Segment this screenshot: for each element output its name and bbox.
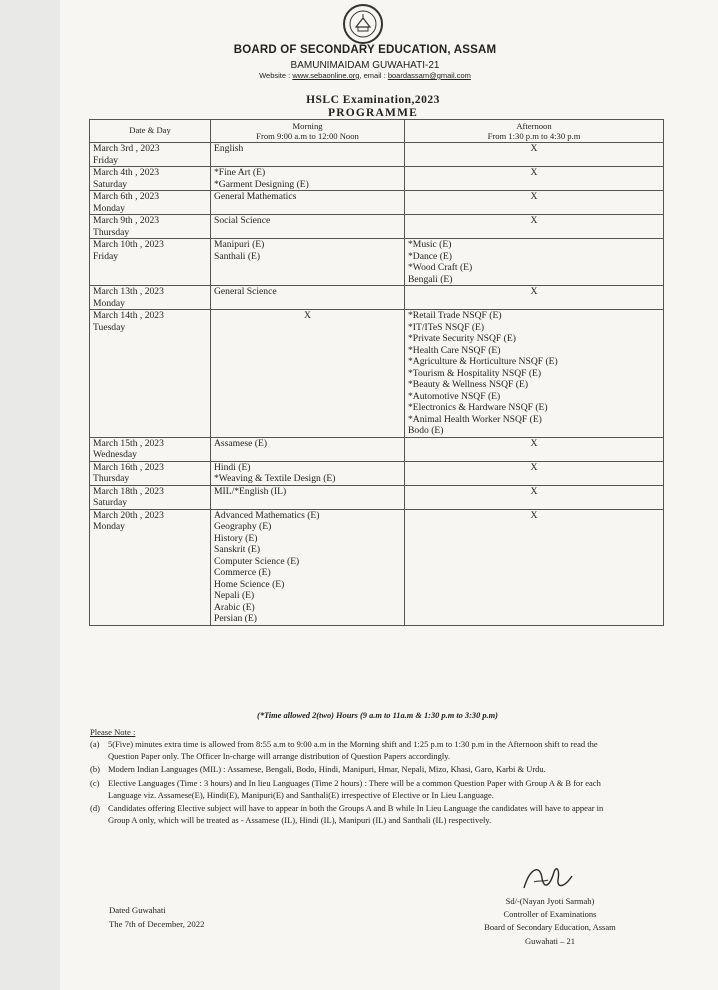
time-allowed-note: (*Time allowed 2(two) Hours (9 a.m to 11a.m & 1:30 p.m to 3:30 p.m) bbox=[257, 711, 498, 720]
table-row bbox=[90, 461, 664, 485]
signatory-name: Sd/-(Nayan Jyoti Sarmah) bbox=[505, 896, 595, 906]
exam-day: Saturday bbox=[93, 178, 128, 190]
note-text: Modern Indian Languages (MIL) : Assamese, Bengali, Bodo, Hindi, Manipuri, Hmar, Nepali, Mizo, Khasi, Garo, Karbi & Urdu. bbox=[108, 764, 546, 775]
date-cell bbox=[90, 239, 211, 286]
morning-cell bbox=[211, 191, 405, 215]
subject-line: *Electronics & Hardware NSQF (E) bbox=[408, 402, 548, 413]
table-row bbox=[90, 485, 664, 509]
exam-day: Wednesday bbox=[93, 449, 137, 460]
subject-line: Bengali (E) bbox=[408, 273, 453, 285]
subject-line: General Science bbox=[214, 286, 277, 297]
exam-day: Thursday bbox=[93, 226, 130, 238]
no-exam-mark: X bbox=[530, 167, 538, 178]
afternoon-cell bbox=[405, 167, 664, 191]
afternoon-cell bbox=[405, 191, 664, 215]
subject-line: Manipuri (E) bbox=[214, 239, 265, 250]
please-note-heading: Please Note : bbox=[90, 727, 136, 737]
subject-line: *Weaving & Textile Design (E) bbox=[214, 473, 336, 484]
no-exam-mark: X bbox=[530, 509, 538, 521]
afternoon-cell bbox=[405, 461, 664, 485]
subject-line: English bbox=[214, 143, 244, 154]
exam-date: March 4th , 2023 bbox=[93, 167, 160, 178]
exam-date: March 16th , 2023 bbox=[93, 461, 164, 473]
signatory-org: Board of Secondary Education, Assam bbox=[484, 922, 616, 933]
exam-date: March 18th , 2023 bbox=[93, 485, 164, 497]
no-exam-mark: X bbox=[530, 215, 538, 226]
subject-line: *Retail Trade NSQF (E) bbox=[408, 310, 502, 321]
subject-line: Commerce (E) bbox=[214, 567, 271, 578]
subject-line: *Private Security NSQF (E) bbox=[408, 333, 516, 344]
morning-cell bbox=[211, 461, 405, 485]
no-exam-mark: X bbox=[530, 437, 538, 449]
subject-line: Bodo (E) bbox=[408, 425, 444, 436]
note-item bbox=[90, 763, 610, 775]
note-item bbox=[90, 777, 610, 801]
table-row bbox=[90, 286, 664, 310]
morning-cell bbox=[211, 286, 405, 310]
no-exam-mark: X bbox=[530, 485, 538, 497]
subject-line: Social Science bbox=[214, 215, 271, 226]
board-name: BOARD OF SECONDARY EDUCATION, ASSAM bbox=[233, 44, 497, 56]
subject-line: *IT/ITeS NSQF (E) bbox=[408, 321, 485, 333]
exam-date: March 10th , 2023 bbox=[93, 239, 164, 250]
dated-date: The 7th of December, 2022 bbox=[109, 919, 205, 929]
programme-table bbox=[89, 119, 664, 626]
website-link[interactable]: www.sebaonline.org bbox=[292, 71, 360, 80]
date-cell bbox=[90, 310, 211, 438]
exam-day: Tuesday bbox=[93, 321, 126, 333]
table-row bbox=[90, 437, 664, 461]
notes-list bbox=[90, 738, 610, 827]
morning-cell bbox=[211, 239, 405, 286]
seba-logo bbox=[343, 4, 383, 44]
note-text: Elective Languages (Time : 3 hours) and In lieu Languages (Time 2 hours) : There will be a common Question Paper with Group A & B for each Language viz. Assamese(E), Hindi(E), Manipuri(E) and Santhali(E) irrespective of Elective or In Lieu Language. bbox=[108, 777, 601, 800]
subject-line: General Mathematics bbox=[214, 191, 297, 202]
subject-line: Sanskrit (E) bbox=[214, 544, 261, 555]
subject-line: Advanced Mathematics (E) bbox=[214, 509, 320, 521]
table-row bbox=[90, 215, 664, 239]
exam-day: Monday bbox=[93, 297, 125, 309]
afternoon-cell bbox=[405, 286, 664, 310]
table-row bbox=[90, 143, 664, 167]
subject-line: Arabic (E) bbox=[214, 601, 255, 613]
morning-cell bbox=[211, 310, 405, 438]
afternoon-cell bbox=[405, 310, 664, 438]
note-label: (c) bbox=[90, 777, 100, 788]
header-morning: Morning From 9:00 a.m to 12:00 Noon bbox=[211, 120, 405, 143]
exam-date: March 15th , 2023 bbox=[93, 437, 164, 449]
signatory-block bbox=[470, 895, 630, 948]
afternoon-cell bbox=[405, 215, 664, 239]
subject-line: *Fine Art (E) bbox=[214, 167, 266, 178]
board-address: BAMUNIMAIDAM GUWAHATI-21 bbox=[290, 60, 440, 71]
exam-day: Thursday bbox=[93, 473, 130, 484]
morning-cell bbox=[211, 215, 405, 239]
note-text: Candidates offering Elective subject will have to appear in both the Groups A and B while In Lieu Language the candidates will have to appear in Group A only, which will be treated as - Assamese (IL), Hindi (IL), Manipuri (IL) and Santhali (IL) respectively. bbox=[108, 803, 604, 826]
header-afternoon: Afternoon From 1:30 p.m to 4:30 p.m bbox=[405, 120, 664, 143]
no-exam-mark: X bbox=[530, 461, 538, 473]
subject-line: Computer Science (E) bbox=[214, 555, 300, 567]
subject-line: *Tourism & Hospitality NSQF (E) bbox=[408, 367, 542, 379]
email-link[interactable]: boardassam@gmail.com bbox=[387, 71, 471, 80]
no-exam-mark: X bbox=[304, 310, 311, 321]
subject-line: *Music (E) bbox=[408, 239, 452, 250]
website-label: Website : bbox=[259, 71, 291, 80]
exam-date: March 6th , 2023 bbox=[93, 191, 160, 202]
subject-line: Nepali (E) bbox=[214, 590, 255, 601]
date-cell bbox=[90, 191, 211, 215]
morning-cell bbox=[211, 485, 405, 509]
email-label: , email : bbox=[359, 71, 386, 80]
no-exam-mark: X bbox=[530, 143, 538, 154]
exam-date: March 14th , 2023 bbox=[93, 310, 164, 321]
exam-date: March 3rd , 2023 bbox=[93, 143, 160, 154]
no-exam-mark: X bbox=[530, 286, 538, 297]
exam-day: Friday bbox=[93, 250, 119, 262]
subject-line: *Beauty & Wellness NSQF (E) bbox=[408, 379, 529, 390]
exam-date: March 13th , 2023 bbox=[93, 286, 164, 297]
date-cell bbox=[90, 437, 211, 461]
subject-line: *Animal Health Worker NSQF (E) bbox=[408, 413, 542, 425]
table-row bbox=[90, 191, 664, 215]
morning-cell bbox=[211, 437, 405, 461]
date-cell bbox=[90, 461, 211, 485]
exam-title: HSLC Examination,2023 bbox=[306, 94, 440, 106]
afternoon-cell bbox=[405, 509, 664, 625]
subject-line: Geography (E) bbox=[214, 521, 272, 532]
subject-line: Santhali (E) bbox=[214, 250, 261, 262]
table-body bbox=[90, 143, 664, 626]
table-header-row bbox=[90, 120, 664, 143]
date-cell bbox=[90, 509, 211, 625]
note-label: (d) bbox=[90, 803, 100, 814]
table-row bbox=[90, 167, 664, 191]
dated-place: Dated Guwahati bbox=[109, 905, 166, 915]
note-item bbox=[90, 802, 610, 826]
morning-cell bbox=[211, 509, 405, 625]
dated-block bbox=[109, 903, 204, 931]
afternoon-cell bbox=[405, 485, 664, 509]
subject-line: Persian (E) bbox=[214, 613, 257, 624]
subject-line: Assamese (E) bbox=[214, 437, 268, 449]
afternoon-cell bbox=[405, 437, 664, 461]
afternoon-cell bbox=[405, 143, 664, 167]
exam-date: March 9th , 2023 bbox=[93, 215, 160, 226]
date-cell bbox=[90, 215, 211, 239]
exam-day: Monday bbox=[93, 521, 125, 532]
date-cell bbox=[90, 485, 211, 509]
note-item bbox=[90, 738, 610, 762]
exam-date: March 20th , 2023 bbox=[93, 509, 164, 521]
exam-subtitle: PROGRAMME bbox=[327, 107, 418, 119]
note-label: (a) bbox=[90, 739, 100, 749]
afternoon-cell bbox=[405, 239, 664, 286]
exam-day: Saturday bbox=[93, 497, 128, 508]
note-label: (b) bbox=[90, 764, 100, 775]
subject-line: *Garment Designing (E) bbox=[214, 178, 309, 190]
morning-cell bbox=[211, 167, 405, 191]
subject-line: *Wood Craft (E) bbox=[408, 262, 473, 273]
subject-line: *Health Care NSQF (E) bbox=[408, 344, 501, 356]
subject-line: *Automotive NSQF (E) bbox=[408, 390, 501, 402]
morning-cell bbox=[211, 143, 405, 167]
table-row bbox=[90, 509, 664, 625]
no-exam-mark: X bbox=[530, 191, 538, 202]
subject-line: MIL/*English (IL) bbox=[214, 485, 287, 497]
date-cell bbox=[90, 167, 211, 191]
subject-line: *Agriculture & Horticulture NSQF (E) bbox=[408, 356, 558, 367]
date-cell bbox=[90, 143, 211, 167]
subject-line: Hindi (E) bbox=[214, 461, 251, 473]
table-row bbox=[90, 239, 664, 286]
note-text: 5(Five) minutes extra time is allowed from 8:55 a.m to 9:00 a.m in the Morning shift and 1:25 p.m to 1:30 p.m in the Afternoon shift to read the Question Paper only. The Officer In-charge will arrange distribution of Question Papers accordingly. bbox=[108, 739, 598, 762]
exam-day: Monday bbox=[93, 202, 125, 214]
header-date-day: Date & Day bbox=[90, 120, 211, 143]
subject-line: *Dance (E) bbox=[408, 250, 452, 262]
signature-mark bbox=[520, 858, 576, 898]
table-row bbox=[90, 310, 664, 438]
contact-line bbox=[200, 71, 530, 80]
subject-line: Home Science (E) bbox=[214, 578, 285, 590]
exam-day: Friday bbox=[93, 154, 119, 166]
subject-line: History (E) bbox=[214, 532, 258, 544]
signatory-city: Guwahati – 21 bbox=[524, 935, 576, 946]
signatory-title: Controller of Examinations bbox=[503, 909, 597, 920]
date-cell bbox=[90, 286, 211, 310]
